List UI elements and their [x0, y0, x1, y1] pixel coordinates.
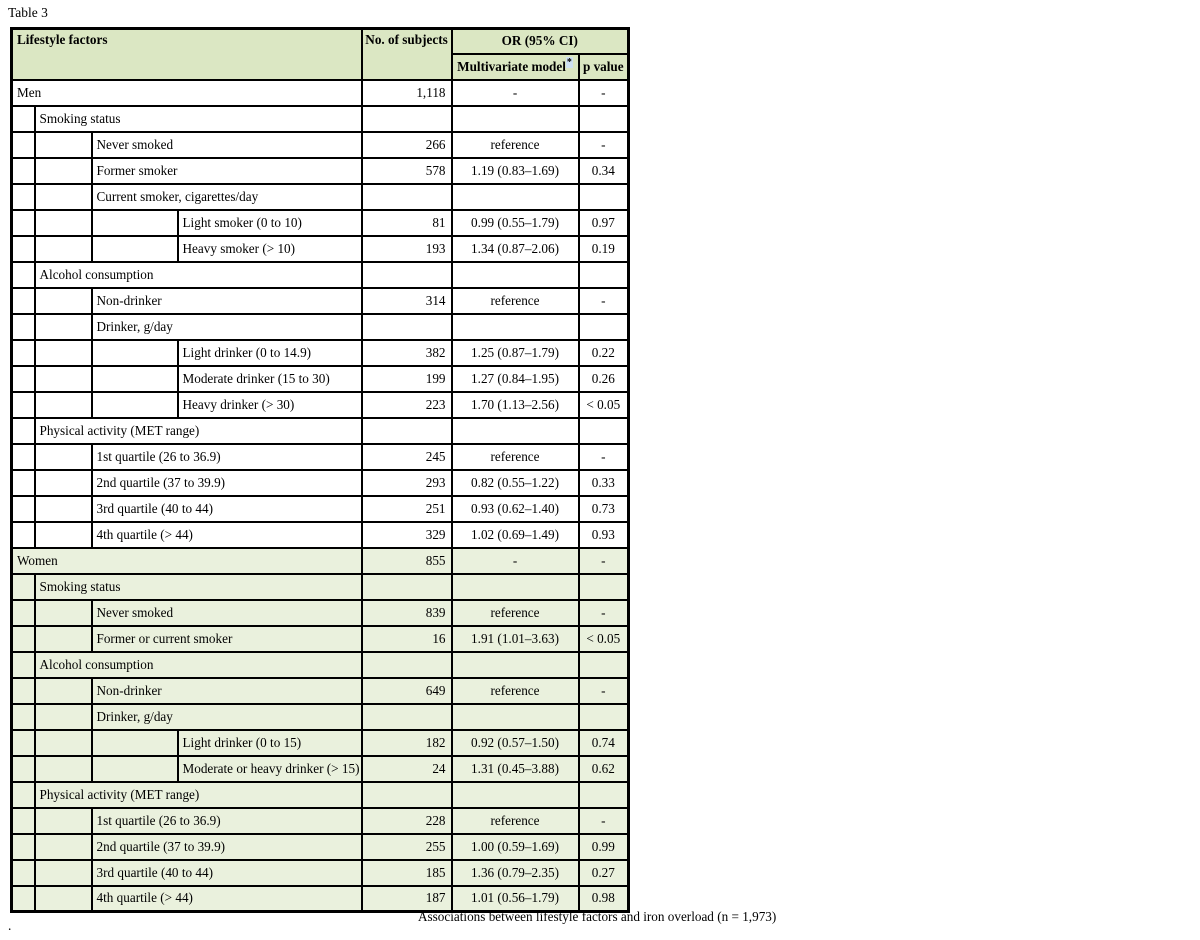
cell-subjects: 16: [362, 626, 452, 652]
table-row: [12, 444, 629, 470]
header-multivariate-model-label: Multivariate model: [457, 58, 566, 74]
indent-cell: [12, 158, 35, 184]
cell-or: [452, 574, 579, 600]
cell-or: [452, 652, 579, 678]
cell-or: reference: [452, 600, 579, 626]
cell-p-value: 0.26: [579, 366, 629, 392]
indent-cell: [12, 808, 35, 834]
cell-p-value: 0.62: [579, 756, 629, 782]
row-label: 3rd quartile (40 to 44): [92, 860, 362, 886]
cell-p-value: [579, 184, 629, 210]
row-label: 4th quartile (> 44): [92, 886, 362, 912]
table-row: [12, 106, 629, 132]
indent-cell: [12, 418, 35, 444]
cell-or: [452, 314, 579, 340]
cell-subjects: 24: [362, 756, 452, 782]
indent-cell: [35, 236, 92, 262]
indent-cell: [12, 730, 35, 756]
row-label: 4th quartile (> 44): [92, 522, 362, 548]
cell-or: 1.01 (0.56–1.79): [452, 886, 579, 912]
indent-cell: [35, 808, 92, 834]
row-label: Men: [12, 80, 362, 106]
row-label: Heavy drinker (> 30): [178, 392, 362, 418]
indent-cell: [92, 366, 178, 392]
table-row: [12, 600, 629, 626]
cell-subjects: 382: [362, 340, 452, 366]
cell-p-value: -: [579, 678, 629, 704]
table-row: [12, 288, 629, 314]
indent-cell: [12, 340, 35, 366]
cell-subjects: 855: [362, 548, 452, 574]
cell-or: -: [452, 80, 579, 106]
indent-cell: [12, 782, 35, 808]
cell-subjects: [362, 418, 452, 444]
row-label: Former or current smoker: [92, 626, 362, 652]
row-label: Smoking status: [35, 106, 362, 132]
table-row: [12, 158, 629, 184]
indent-cell: [12, 834, 35, 860]
row-label: Moderate drinker (15 to 30): [178, 366, 362, 392]
cell-or: 1.02 (0.69–1.49): [452, 522, 579, 548]
cell-p-value: -: [579, 132, 629, 158]
cell-p-value: -: [579, 808, 629, 834]
row-label: Physical activity (MET range): [35, 418, 362, 444]
indent-cell: [92, 392, 178, 418]
table-body: [12, 80, 629, 912]
cell-p-value: 0.73: [579, 496, 629, 522]
cell-p-value: < 0.05: [579, 626, 629, 652]
table-row: [12, 132, 629, 158]
cell-subjects: [362, 314, 452, 340]
indent-cell: [35, 210, 92, 236]
cell-p-value: 0.19: [579, 236, 629, 262]
indent-cell: [12, 860, 35, 886]
cell-subjects: 266: [362, 132, 452, 158]
cell-subjects: 329: [362, 522, 452, 548]
row-label: Alcohol consumption: [35, 652, 362, 678]
table-row: [12, 548, 629, 574]
indent-cell: [12, 886, 35, 912]
indent-cell: [35, 678, 92, 704]
table-row: [12, 496, 629, 522]
cell-p-value: 0.93: [579, 522, 629, 548]
indent-cell: [35, 626, 92, 652]
indent-cell: [35, 366, 92, 392]
cell-subjects: 649: [362, 678, 452, 704]
row-label: Drinker, g/day: [92, 704, 362, 730]
cell-p-value: 0.99: [579, 834, 629, 860]
cell-or: 0.99 (0.55–1.79): [452, 210, 579, 236]
indent-cell: [12, 184, 35, 210]
indent-cell: [92, 756, 178, 782]
header-lifestyle-factors: Lifestyle factors: [12, 29, 362, 80]
indent-cell: [92, 340, 178, 366]
table-row: [12, 808, 629, 834]
cell-p-value: [579, 418, 629, 444]
table-row: [12, 418, 629, 444]
row-label: Former smoker: [92, 158, 362, 184]
cell-subjects: 314: [362, 288, 452, 314]
cell-p-value: 0.33: [579, 470, 629, 496]
indent-cell: [12, 626, 35, 652]
header-multivariate-model: [452, 54, 579, 80]
indent-cell: [35, 392, 92, 418]
cell-p-value: -: [579, 600, 629, 626]
cell-or: [452, 704, 579, 730]
cell-p-value: [579, 652, 629, 678]
header-no-of-subjects: No. of subjects: [362, 29, 452, 80]
table-row: [12, 262, 629, 288]
table-row: [12, 470, 629, 496]
cell-subjects: 228: [362, 808, 452, 834]
indent-cell: [35, 522, 92, 548]
cell-subjects: 193: [362, 236, 452, 262]
footnote-marker: *: [566, 57, 572, 69]
row-label: Never smoked: [92, 132, 362, 158]
row-label: 3rd quartile (40 to 44): [92, 496, 362, 522]
cell-or: 1.27 (0.84–1.95): [452, 366, 579, 392]
table-row: [12, 340, 629, 366]
cell-p-value: [579, 106, 629, 132]
cell-subjects: 185: [362, 860, 452, 886]
row-label: Drinker, g/day: [92, 314, 362, 340]
table-row: [12, 704, 629, 730]
indent-cell: [35, 470, 92, 496]
table-row: [12, 678, 629, 704]
table-row: [12, 652, 629, 678]
row-label: 2nd quartile (37 to 39.9): [92, 834, 362, 860]
table-caption: Associations between lifestyle factors and iron overload (n = 1,973): [418, 909, 777, 924]
cell-or: reference: [452, 678, 579, 704]
row-label: Light smoker (0 to 10): [178, 210, 362, 236]
table-row: [12, 184, 629, 210]
cell-p-value: [579, 782, 629, 808]
indent-cell: [12, 678, 35, 704]
indent-cell: [12, 496, 35, 522]
cell-p-value: -: [579, 444, 629, 470]
indent-cell: [35, 704, 92, 730]
row-label: Current smoker, cigarettes/day: [92, 184, 362, 210]
cell-or: 1.34 (0.87–2.06): [452, 236, 579, 262]
cell-or: reference: [452, 808, 579, 834]
cell-or: [452, 184, 579, 210]
cell-or: [452, 418, 579, 444]
indent-cell: [35, 184, 92, 210]
indent-cell: [35, 730, 92, 756]
indent-cell: [12, 106, 35, 132]
cell-subjects: 293: [362, 470, 452, 496]
table-row: [12, 834, 629, 860]
trailing-period: .: [8, 918, 12, 933]
indent-cell: [35, 886, 92, 912]
cell-or: reference: [452, 288, 579, 314]
cell-subjects: 251: [362, 496, 452, 522]
cell-p-value: [579, 262, 629, 288]
cell-or: 1.91 (1.01–3.63): [452, 626, 579, 652]
cell-p-value: 0.98: [579, 886, 629, 912]
row-label: Light drinker (0 to 15): [178, 730, 362, 756]
cell-subjects: 223: [362, 392, 452, 418]
cell-subjects: 187: [362, 886, 452, 912]
table-row: [12, 756, 629, 782]
cell-subjects: [362, 574, 452, 600]
indent-cell: [12, 704, 35, 730]
row-label: Non-drinker: [92, 678, 362, 704]
row-label: 1st quartile (26 to 36.9): [92, 808, 362, 834]
indent-cell: [12, 314, 35, 340]
cell-subjects: [362, 704, 452, 730]
cell-or: 1.19 (0.83–1.69): [452, 158, 579, 184]
cell-p-value: 0.97: [579, 210, 629, 236]
table-row: [12, 730, 629, 756]
indent-cell: [12, 392, 35, 418]
cell-subjects: 578: [362, 158, 452, 184]
table-title: Table 3: [8, 5, 48, 20]
cell-subjects: 839: [362, 600, 452, 626]
cell-subjects: 81: [362, 210, 452, 236]
header-p-value: p value: [579, 54, 629, 80]
cell-subjects: [362, 782, 452, 808]
indent-cell: [12, 574, 35, 600]
cell-subjects: 255: [362, 834, 452, 860]
indent-cell: [35, 444, 92, 470]
cell-p-value: 0.22: [579, 340, 629, 366]
row-label: Light drinker (0 to 14.9): [178, 340, 362, 366]
row-label: Women: [12, 548, 362, 574]
indent-cell: [35, 600, 92, 626]
table-row: [12, 522, 629, 548]
row-label: Non-drinker: [92, 288, 362, 314]
cell-p-value: -: [579, 80, 629, 106]
table-row: [12, 886, 629, 912]
indent-cell: [92, 236, 178, 262]
row-label: Moderate or heavy drinker (> 15): [178, 756, 362, 782]
row-label: Smoking status: [35, 574, 362, 600]
indent-cell: [92, 210, 178, 236]
indent-cell: [12, 132, 35, 158]
row-label: 1st quartile (26 to 36.9): [92, 444, 362, 470]
cell-subjects: 199: [362, 366, 452, 392]
table-header: [12, 29, 629, 80]
cell-p-value: [579, 574, 629, 600]
indent-cell: [35, 756, 92, 782]
cell-or: reference: [452, 132, 579, 158]
row-label: Heavy smoker (> 10): [178, 236, 362, 262]
cell-or: [452, 262, 579, 288]
cell-or: [452, 106, 579, 132]
indent-cell: [12, 470, 35, 496]
row-label: 2nd quartile (37 to 39.9): [92, 470, 362, 496]
cell-or: 1.25 (0.87–1.79): [452, 340, 579, 366]
cell-or: [452, 782, 579, 808]
indent-cell: [12, 444, 35, 470]
indent-cell: [12, 522, 35, 548]
cell-subjects: [362, 652, 452, 678]
cell-p-value: [579, 704, 629, 730]
indent-cell: [12, 756, 35, 782]
indent-cell: [12, 288, 35, 314]
cell-subjects: [362, 184, 452, 210]
cell-subjects: 1,118: [362, 80, 452, 106]
row-label: Alcohol consumption: [35, 262, 362, 288]
indent-cell: [12, 600, 35, 626]
cell-or: reference: [452, 444, 579, 470]
cell-subjects: 245: [362, 444, 452, 470]
cell-p-value: [579, 314, 629, 340]
cell-or: 1.36 (0.79–2.35): [452, 860, 579, 886]
indent-cell: [35, 288, 92, 314]
indent-cell: [12, 366, 35, 392]
cell-subjects: [362, 262, 452, 288]
cell-p-value: -: [579, 548, 629, 574]
table-row: [12, 392, 629, 418]
header-or-ci: OR (95% CI): [452, 29, 629, 54]
indent-cell: [35, 860, 92, 886]
cell-subjects: 182: [362, 730, 452, 756]
indent-cell: [12, 652, 35, 678]
row-label: Never smoked: [92, 600, 362, 626]
table-row: [12, 626, 629, 652]
cell-p-value: 0.74: [579, 730, 629, 756]
indent-cell: [35, 314, 92, 340]
cell-or: 0.82 (0.55–1.22): [452, 470, 579, 496]
indent-cell: [12, 236, 35, 262]
indent-cell: [35, 340, 92, 366]
indent-cell: [12, 210, 35, 236]
indent-cell: [35, 496, 92, 522]
indent-cell: [35, 132, 92, 158]
table-row: [12, 80, 629, 106]
cell-or: 1.70 (1.13–2.56): [452, 392, 579, 418]
cell-or: 1.00 (0.59–1.69): [452, 834, 579, 860]
table-row: [12, 860, 629, 886]
cell-p-value: < 0.05: [579, 392, 629, 418]
cell-p-value: 0.27: [579, 860, 629, 886]
table-row: [12, 366, 629, 392]
indent-cell: [35, 158, 92, 184]
table-row: [12, 314, 629, 340]
cell-p-value: -: [579, 288, 629, 314]
table-row: [12, 782, 629, 808]
table-row: [12, 210, 629, 236]
table-row: [12, 574, 629, 600]
results-table: [10, 27, 630, 913]
cell-or: -: [452, 548, 579, 574]
indent-cell: [12, 262, 35, 288]
cell-subjects: [362, 106, 452, 132]
cell-or: 1.31 (0.45–3.88): [452, 756, 579, 782]
row-label: Physical activity (MET range): [35, 782, 362, 808]
indent-cell: [92, 730, 178, 756]
cell-or: 0.93 (0.62–1.40): [452, 496, 579, 522]
indent-cell: [35, 834, 92, 860]
table-row: [12, 236, 629, 262]
cell-p-value: 0.34: [579, 158, 629, 184]
cell-or: 0.92 (0.57–1.50): [452, 730, 579, 756]
